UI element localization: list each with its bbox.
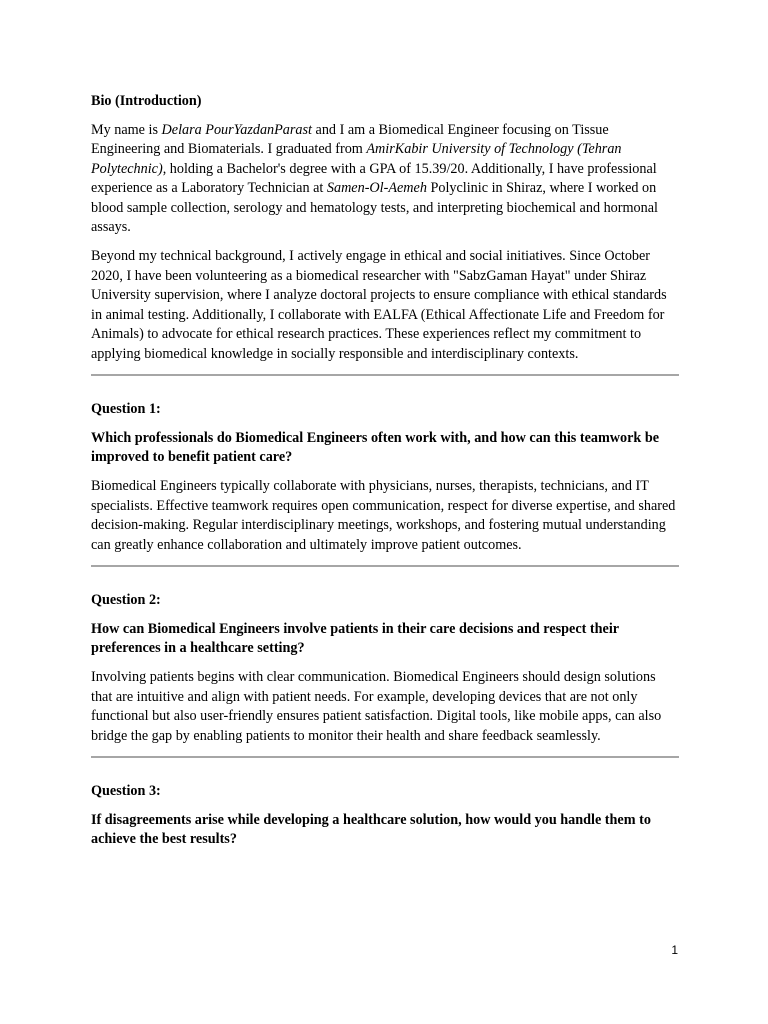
question-3-section [91, 782, 679, 850]
bio-heading: Bio (Introduction) [91, 93, 202, 109]
question-2-section [91, 591, 679, 758]
page-number: 1 [671, 943, 678, 957]
university-name: AmirKabir University of Technology (Tehran Polytechnic) [91, 141, 622, 177]
bio-text: , holding a Bachelor's degree with a GPA of 15.39/20. Additionally, I have professional experience as a Laboratory Technician at [91, 160, 657, 196]
bio-paragraph-1 [91, 121, 679, 238]
document-page [91, 92, 679, 850]
bio-text: Polyclinic in Shiraz, where I worked on blood sample collection, serology and hematology tests, and interpreting biochemical and hormonal assays. [91, 180, 658, 235]
bio-section [91, 92, 679, 376]
question-2-text: How can Biomedical Engineers involve patients in their care decisions and respect their preferences in a healthcare setting? [91, 620, 619, 656]
question-2-label: Question 2: [91, 592, 161, 608]
question-2-answer: Involving patients begins with clear communication. Biomedical Engineers should design solutions that are intuitive and align with patient needs. For example, developing devices that are not only functional but also user-friendly ensures patient satisfaction. Digital tools, like mobile apps, can also bridge the gap by enabling patients to monitor their health and share feedback seamlessly. [91, 669, 662, 744]
question-1-label: Question 1: [91, 401, 161, 417]
question-3-label: Question 3: [91, 783, 161, 799]
question-1-text: Which professionals do Biomedical Engineers often work with, and how can this teamwork be improved to benefit patient care? [91, 429, 660, 465]
question-1-answer: Biomedical Engineers typically collaborate with physicians, nurses, therapists, technicians, and IT specialists. Effective teamwork requires open communication, respect for diverse expertise, and shared decision-making. Regular interdisciplinary meetings, workshops, and fostering mutual understanding can greatly enhance collaboration and ultimately improve patient outcomes. [91, 478, 676, 553]
question-3-text: If disagreements arise while developing a healthcare solution, how would you handle them to achieve the best results? [91, 811, 651, 847]
bio-text: My name is [91, 121, 162, 138]
question-1-section [91, 400, 679, 567]
author-name: Delara PourYazdanParast [161, 121, 312, 138]
clinic-name: Samen-Ol-Aemeh [326, 180, 427, 196]
bio-text: and I am a Biomedical Engineer focusing on Tissue Engineering and Biomaterials. I graduated from [91, 121, 609, 157]
bio-paragraph-2: Beyond my technical background, I actively engage in ethical and social initiatives. Since October 2020, I have been volunteering as a biomedical researcher with "SabzGaman Hayat" under Shiraz University supervision, where I analyze doctoral projects to ensure compliance with ethical standards in animal testing. Additionally, I collaborate with EALFA (Ethical Affectionate Life and Freedom for Animals) to advocate for ethical research practices. These experiences reflect my commitment to applying biomedical knowledge in socially responsible and interdisciplinary contexts. [91, 248, 667, 362]
